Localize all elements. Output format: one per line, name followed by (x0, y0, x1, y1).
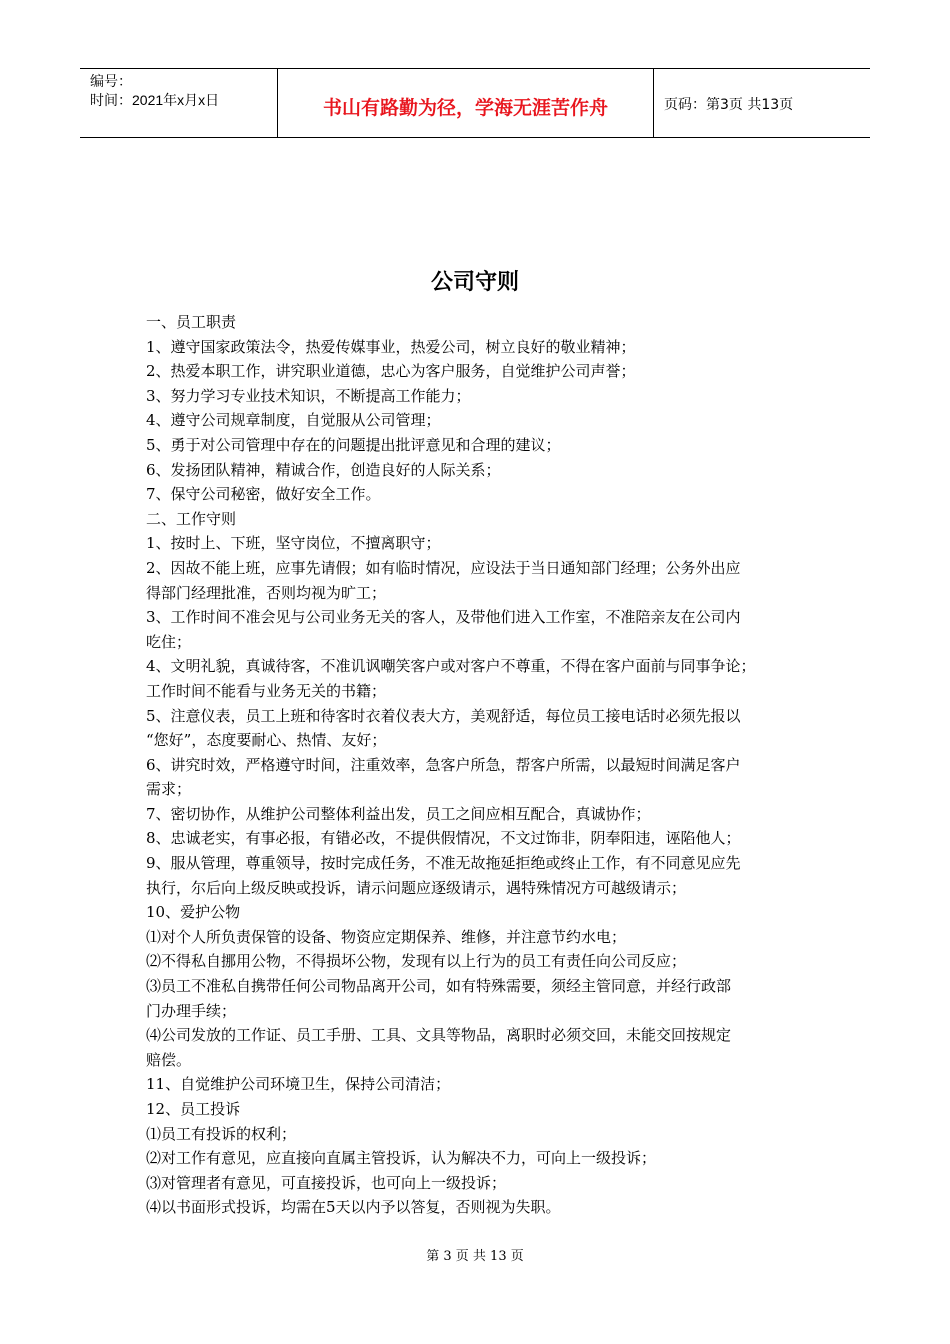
body-line: 4、遵守公司规章制度，自觉服从公司管理； (146, 411, 441, 430)
body-line: 工作时间不能看与业务无关的书籍； (146, 681, 387, 700)
body-line: 2、因故不能上班，应事先请假；如有临时情况，应设法于当日通知部门经理；公务外出应 (146, 558, 741, 577)
body-line: ⑶员工不准私自携带任何公司物品离开公司，如有特殊需要，须经主管同意，并经行政部 (146, 977, 732, 996)
document-header (80, 68, 870, 138)
body-line: 7、密切协作，从维护公司整体利益出发，员工之间应相互配合，真诚协作； (146, 804, 651, 823)
body-line: 赔偿。 (146, 1050, 192, 1069)
body-line: 6、讲究时效，严格遵守时间，注重效率，急客户所急，帮客户所需，以最短时间满足客户 (146, 755, 741, 774)
body-line: 一、员工职责 (146, 313, 237, 331)
document-body (146, 310, 826, 1220)
body-line: 8、忠诚老实，有事必报，有错必改，不提供假情况，不文过饰非，阴奉阳违，诬陷他人； (146, 829, 741, 848)
body-line: 12、员工投诉 (146, 1100, 241, 1118)
body-line: 得部门经理批准，否则均视为旷工； (146, 583, 387, 602)
body-line: 5、注意仪表，员工上班和待客时衣着仪表大方，美观舒适，每位员工接电话时必须先报以 (146, 706, 741, 725)
date-label: 时间：2021年x月x日 (90, 92, 220, 108)
header-page-info: 页码：第3页 共13页 (664, 97, 794, 113)
number-label: 编号： (90, 73, 132, 89)
body-line: 3、努力学习专业技术知识，不断提高工作能力； (146, 386, 471, 405)
body-line: 5、勇于对公司管理中存在的问题提出批评意见和合理的建议； (146, 435, 561, 454)
body-line: ⑴员工有投诉的权利； (146, 1124, 297, 1143)
body-line: 6、发扬团队精神，精诚合作，创造良好的人际关系； (146, 460, 501, 479)
body-line: 4、文明礼貌，真诚待客，不准讥讽嘲笑客户或对客户不尊重，不得在客户面前与同事争论； (146, 657, 756, 676)
body-line: 二、工作守则 (146, 509, 237, 528)
body-line: 1、按时上、下班，坚守岗位，不擅离职守； (146, 534, 441, 553)
body-line: ⑵对工作有意见，应直接向直属主管投诉，认为解决不力，可向上一级投诉； (146, 1149, 657, 1168)
body-line: 9、服从管理，尊重领导，按时完成任务，不准无故拖延拒绝或终止工作，有不同意见应先 (146, 854, 741, 873)
body-line: ⑴对个人所负责保管的设备、物资应定期保养、维修，并注意节约水电； (146, 927, 627, 946)
body-line: 1、遵守国家政策法令，热爱传媒事业，热爱公司，树立良好的敬业精神； (146, 337, 636, 356)
body-line: ⑵不得私自挪用公物，不得损坏公物，发现有以上行为的员工有责任向公司反应； (146, 952, 687, 971)
body-line: 10、爱护公物 (146, 903, 241, 922)
body-line: ⑶对管理者有意见，可直接投诉，也可向上一级投诉； (146, 1173, 507, 1192)
body-line: 执行，尔后向上级反映或投诉，请示问题应逐级请示，遇特殊情况方可越级请示； (146, 878, 687, 897)
page-footer: 第 3 页 共 13 页 (426, 1249, 524, 1264)
header-motto: 书山有路勤为径，学海无涯苦作舟 (278, 69, 654, 137)
body-line: 11、自觉维护公司环境卫生，保持公司清洁； (146, 1075, 451, 1094)
body-line: ⑷公司发放的工作证、员工手册、工具、文具等物品，离职时必须交回，未能交回按规定 (146, 1026, 732, 1045)
body-line: 2、热爱本职工作，讲究职业道德，忠心为客户服务，自觉维护公司声誉； (146, 362, 636, 381)
body-line: 门办理手续； (146, 1001, 237, 1020)
body-line: 3、工作时间不准会见与公司业务无关的客人，及带他们进入工作室，不准陪亲友在公司内 (146, 608, 741, 627)
body-line: 需求； (146, 780, 192, 799)
body-line: 7、保守公司秘密，做好安全工作。 (146, 485, 381, 504)
body-line: ⑷以书面形式投诉，均需在5天以内予以答复，否则视为失职。 (146, 1198, 561, 1217)
header-meta (80, 69, 278, 137)
body-line: “您好”，态度要耐心、热情、友好； (146, 731, 387, 750)
body-line: 吃住； (146, 632, 192, 651)
document-title: 公司守则 (430, 270, 519, 295)
